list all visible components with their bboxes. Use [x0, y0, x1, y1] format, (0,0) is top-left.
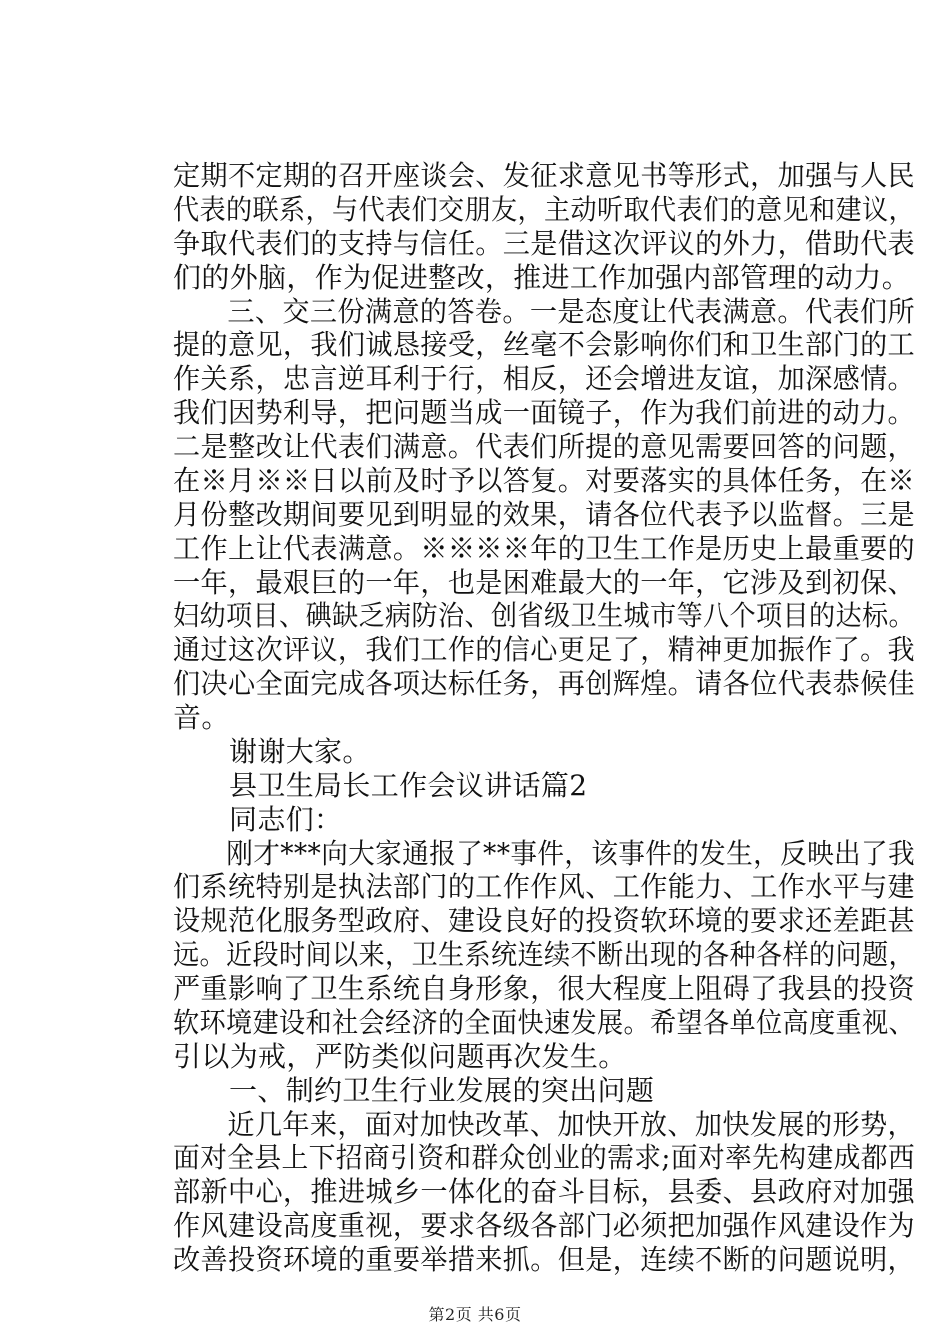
text-line: 提的意见，我们诚恳接受，丝毫不会影响你们和卫生部门的工 — [173, 328, 916, 361]
text-line: 软环境建设和社会经济的全面快速发展。希望各单位高度重视、 — [173, 1006, 915, 1039]
text-line: 音。 — [173, 701, 230, 734]
text-line: 们决心全面完成各项达标任务，再创辉煌。请各位代表恭候佳 — [173, 667, 916, 700]
text-line: 代表的联系，与代表们交朋友，主动听取代表们的意见和建议， — [173, 193, 915, 226]
page-number-footer: 第2页 共6页 — [428, 1305, 522, 1324]
text-line: 谢谢大家。 — [229, 735, 371, 768]
text-line: 面对全县上下招商引资和群众创业的需求;面对率先构建成都西 — [173, 1141, 915, 1174]
text-line: 三、交三份满意的答卷。一是态度让代表满意。代表们所 — [227, 295, 915, 328]
text-line: 们系统特别是执法部门的工作作风、工作能力、工作水平与建 — [173, 870, 916, 903]
text-line: 妇幼项目、碘缺乏病防治、创省级卫生城市等八个项目的达标。 — [173, 599, 915, 632]
text-line: 近几年来，面对加快改革、加快开放、加快发展的形势， — [227, 1108, 915, 1141]
text-line: 定期不定期的召开座谈会、发征求意见书等形式，加强与人民 — [173, 159, 916, 192]
text-line: 作关系，忠言逆耳利于行，相反，还会增进友谊，加深感情。 — [173, 362, 916, 395]
text-line: 在※月※※日以前及时予以答复。对要落实的具体任务，在※ — [173, 464, 916, 497]
text-line: 月份整改期间要见到明显的效果，请各位代表予以监督。三是 — [173, 498, 916, 531]
text-line: 一年，最艰巨的一年，也是困难最大的一年，它涉及到初保、 — [173, 566, 916, 599]
text-line: 通过这次评议，我们工作的信心更足了，精神更加振作了。我 — [173, 633, 916, 666]
text-line: 二是整改让代表们满意。代表们所提的意见需要回答的问题， — [173, 430, 916, 463]
text-line: 严重影响了卫生系统自身形象，很大程度上阻碍了我县的投资 — [173, 972, 916, 1005]
salutation: 同志们： — [229, 803, 343, 836]
text-line: 设规范化服务型政府、建设良好的投资软环境的要求还差距甚 — [173, 904, 916, 937]
text-line: 争取代表们的支持与信任。三是借这次评议的外力，借助代表 — [173, 227, 916, 260]
text-line: 我们因势利导，把问题当成一面镜子，作为我们前进的动力。 — [173, 396, 916, 429]
text-line: 作风建设高度重视，要求各级各部门必须把加强作风建设作为 — [173, 1209, 916, 1242]
text-line: 部新中心，推进城乡一体化的奋斗目标，县委、县政府对加强 — [173, 1175, 916, 1208]
section-title: 县卫生局长工作会议讲话篇2 — [229, 769, 588, 802]
text-line: 工作上让代表满意。※※※※年的卫生工作是历史上最重要的 — [173, 532, 916, 565]
section-heading: 一、制约卫生行业发展的突出问题 — [229, 1074, 655, 1107]
text-line: 远。近段时间以来，卫生系统连续不断出现的各种各样的问题， — [173, 938, 915, 971]
text-line: 引以为戒，严防类似问题再次发生。 — [173, 1040, 627, 1073]
text-line: 刚才***向大家通报了**事件，该事件的发生，反映出了我 — [226, 837, 915, 870]
text-line: 们的外脑，作为促进整改，推进工作加强内部管理的动力。 — [173, 261, 911, 294]
text-line: 改善投资环境的重要举措来抓。但是，连续不断的问题说明， — [173, 1243, 916, 1276]
